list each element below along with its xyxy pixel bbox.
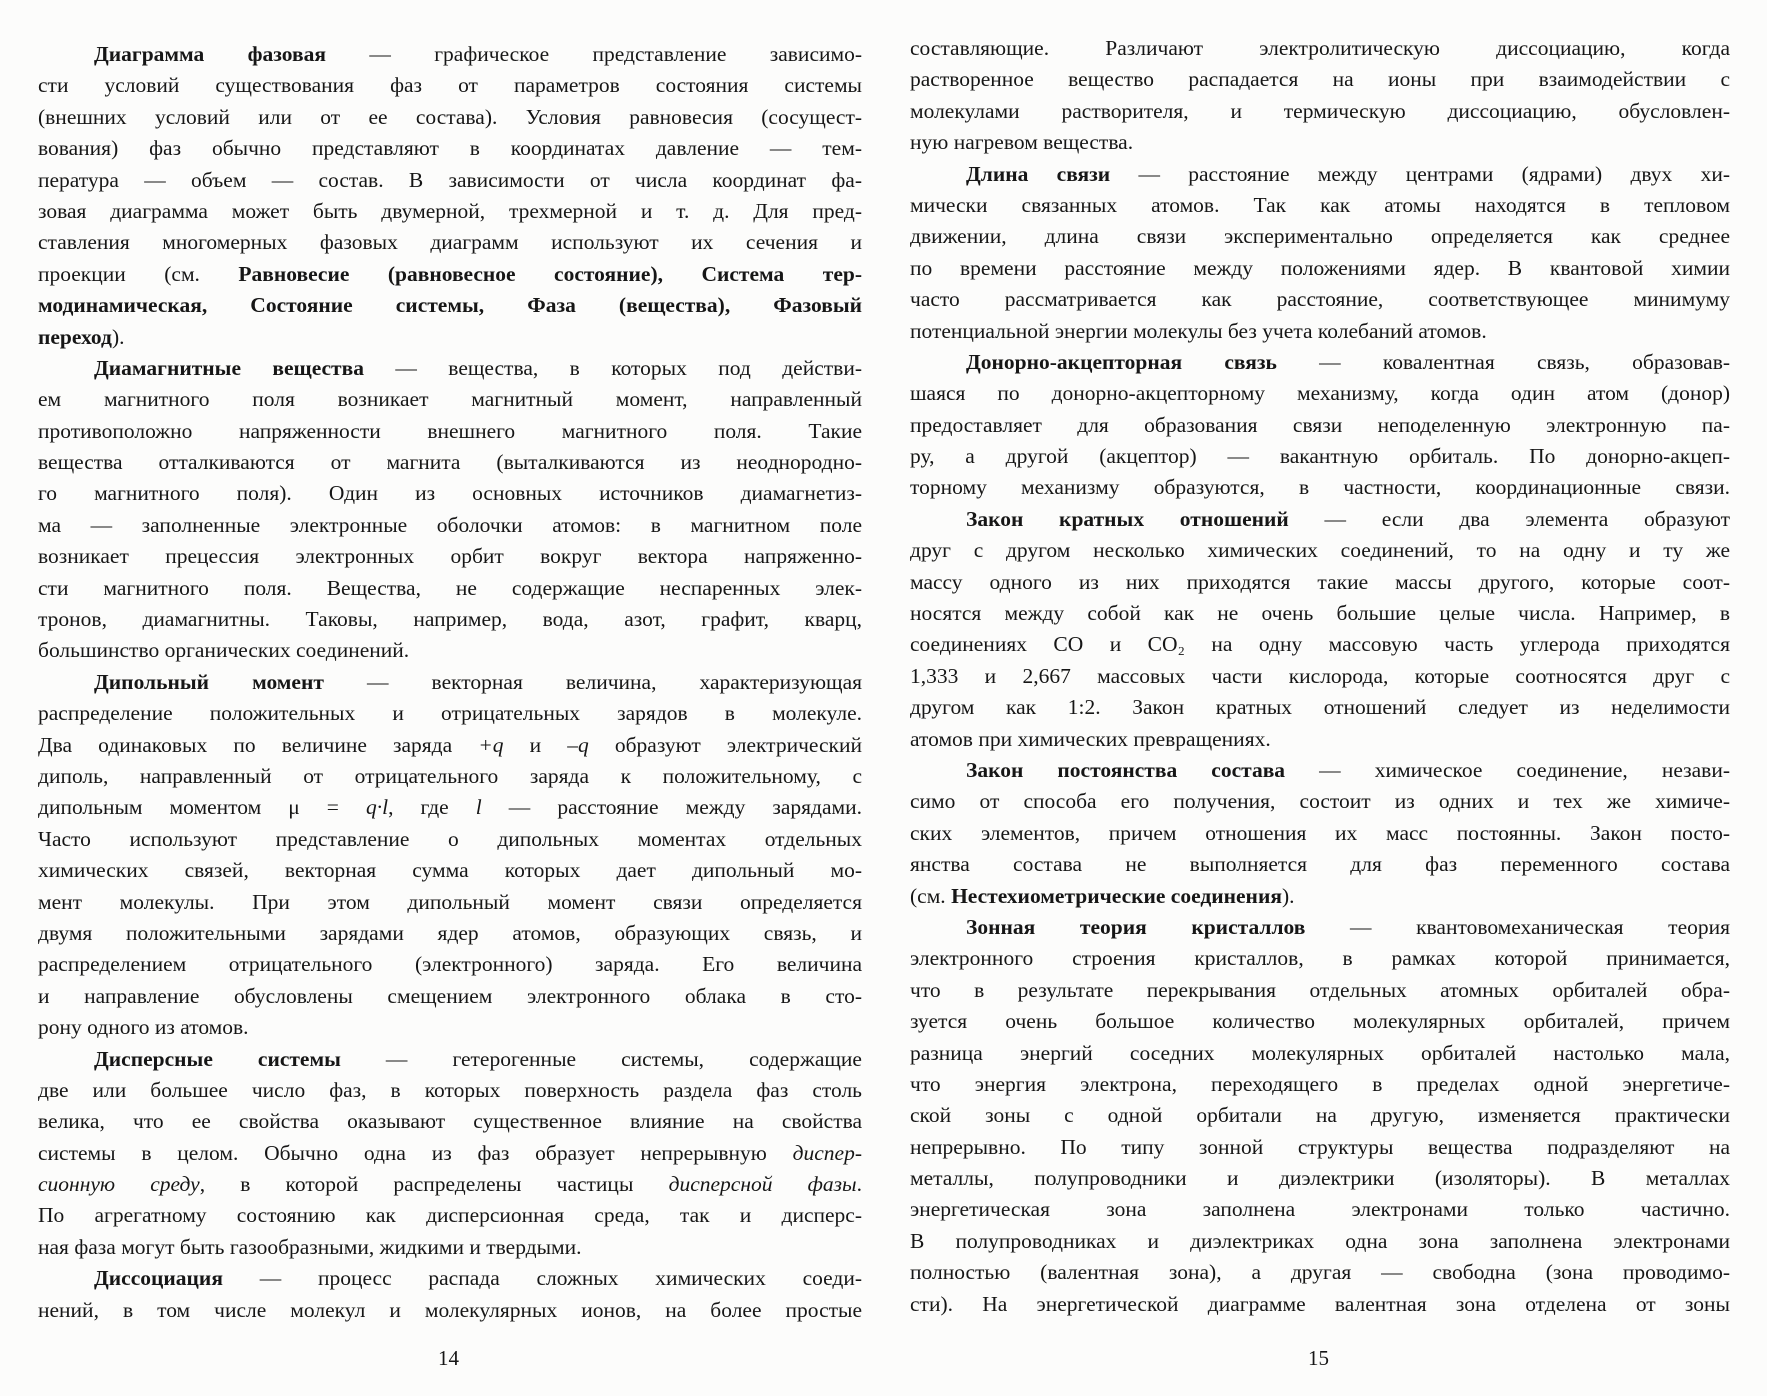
text-line — [38, 541, 862, 572]
term-heading: Дисперсные системы — [94, 1046, 341, 1071]
term-heading: Диссоциация — [94, 1266, 223, 1291]
text-line — [910, 504, 1730, 535]
text-line — [38, 855, 862, 886]
body-text: металлы, полупроводники и диэлектрики (изоляторы). В металлах — [910, 1166, 1730, 1191]
body-text: противоположно напряженности внешнего магнитного поля. Такие — [38, 418, 862, 443]
text-line — [910, 1194, 1730, 1225]
body-text: возникает прецессия электронных орбит вокруг вектора напряженно- — [38, 544, 862, 569]
text-line — [38, 1044, 862, 1075]
body-text: мент молекулы. При этом дипольный момент связи определяется — [38, 889, 862, 914]
italic-text: l — [475, 795, 482, 820]
text-line — [38, 353, 862, 384]
text-line — [910, 1163, 1730, 1194]
text-line — [38, 792, 862, 823]
body-text: друг с другом несколько химических соединений, то на одну и ту же — [910, 538, 1730, 563]
text-line — [38, 416, 862, 447]
body-text: (внешних условий или от ее состава). Условия равновесия (сосущест- — [38, 104, 862, 129]
text-line — [910, 221, 1730, 252]
term-heading: Диамагнитные вещества — [94, 355, 364, 380]
text-line — [38, 1075, 862, 1106]
text-line — [38, 1138, 862, 1169]
body-text: диполь, направленный от отрицательного заряда к положительному, с — [38, 763, 862, 788]
text-line — [38, 698, 862, 729]
body-text: В полупроводниках и диэлектриках одна зона заполнена электронами — [910, 1228, 1730, 1253]
body-text: сти). На энергетической диаграмме валентная зона отделена от зоны — [910, 1291, 1730, 1316]
body-text: атомов при химических превращениях. — [910, 726, 1271, 751]
body-text: , в которой распределены частицы — [199, 1172, 669, 1197]
body-text: торному механизму образуются, в частности, координационные связи. — [910, 475, 1730, 500]
text-line — [910, 1038, 1730, 1069]
text-line — [910, 253, 1730, 284]
text-line — [910, 912, 1730, 943]
body-text: что в результате перекрывания отдельных атомных орбиталей обра- — [910, 977, 1730, 1002]
page-number: 14 — [438, 1346, 459, 1370]
body-text: 1,333 и 2,667 массовых части кислорода, которые соотносятся друг с — [910, 663, 1730, 688]
text-line — [910, 472, 1730, 503]
text-line — [38, 573, 862, 604]
italic-text: –q — [567, 732, 589, 757]
body-text: (см. — [910, 883, 952, 908]
body-text: — графическое представление зависимо- — [326, 42, 863, 66]
text-line — [38, 196, 862, 227]
body-text: го магнитного поля). Один из основных источников диамагнетиз- — [38, 481, 862, 506]
text-line — [910, 96, 1730, 127]
text-line — [38, 102, 862, 133]
italic-text: q·l — [365, 795, 389, 820]
text-line — [38, 259, 862, 290]
text-line — [910, 316, 1730, 347]
text-line — [910, 1289, 1730, 1320]
body-text: молекулами растворителя, и термическую диссоциацию, обусловлен- — [910, 98, 1730, 123]
italic-text: дисперсной фазы — [668, 1172, 857, 1197]
body-text: энергетическая зона заполнена электронами только частично. — [910, 1197, 1730, 1222]
body-text: образуют электрический — [588, 732, 862, 757]
body-text: движении, длина связи экспериментально определяется как среднее — [910, 224, 1730, 249]
body-text: сти магнитного поля. Вещества, не содержащие неспаренных элек- — [38, 575, 862, 600]
text-line — [910, 190, 1730, 221]
term-heading: переход — [38, 324, 112, 349]
body-text: . — [856, 1172, 862, 1197]
body-text: ской зоны с одной орбитали на другую, изменяется практически — [910, 1103, 1730, 1128]
text-line — [910, 535, 1730, 566]
text-line — [910, 284, 1730, 315]
term-heading: Закон кратных отношений — [966, 506, 1289, 531]
body-text: мически связанных атомов. Так как атомы находятся в тепловом — [910, 192, 1730, 217]
text-line — [38, 604, 862, 635]
term-heading: Равновесие (равновесное состояние), Система тер- — [238, 261, 862, 286]
text-line — [910, 692, 1730, 723]
body-text: полностью (валентная зона), а другая — свободна (зона проводимо- — [910, 1260, 1730, 1285]
body-text: зуется очень большое количество молекулярных орбиталей, причем — [910, 1009, 1730, 1034]
body-text: дипольным моментом μ = — [38, 795, 366, 820]
term-heading: модинамическая, Состояние системы, Фаза (вещества), Фазовый — [38, 293, 862, 318]
body-text: непрерывно. По типу зонной структуры вещества подразделяют на — [910, 1134, 1730, 1159]
text-line — [910, 598, 1730, 629]
body-text: — квантовомеханическая теория — [1305, 914, 1731, 939]
body-text: По агрегатному состоянию как дисперсионная среда, так и дисперс- — [38, 1203, 862, 1228]
text-line — [38, 730, 862, 761]
text-line — [910, 1257, 1730, 1288]
body-text: Часто используют представление о дипольных моментах отдельных — [38, 826, 862, 851]
text-line — [38, 1200, 862, 1231]
text-line — [910, 347, 1730, 378]
body-text: химических связей, векторная сумма которых дает дипольный мо- — [38, 858, 862, 883]
body-text: — ковалентная связь, образовав- — [1276, 349, 1731, 374]
body-text: и направление обусловлены смещением электронного облака в сто- — [38, 983, 862, 1008]
body-text: — если два элемента образуют — [1288, 506, 1730, 531]
body-text: двумя положительными зарядами ядер атомов, образующих связь, и — [38, 920, 862, 945]
body-text: потенциальной энергии молекулы без учета колебаний атомов. — [910, 318, 1487, 343]
body-text: пература — объем — состав. В зависимости от числа координат фа- — [38, 167, 862, 192]
text-line — [910, 410, 1730, 441]
body-text: симо от способа его получения, состоит из одних и тех же химиче- — [910, 789, 1730, 814]
italic-text: диспер- — [792, 1140, 862, 1165]
text-line — [38, 1232, 862, 1263]
text-line — [910, 127, 1730, 158]
body-text: шаяся по донорно-акцепторному механизму, когда один атом (донор) — [910, 381, 1730, 406]
text-line — [38, 1106, 862, 1137]
text-line — [910, 33, 1730, 64]
body-text: янства состава не выполняется для фаз переменного состава — [910, 852, 1730, 877]
text-column-right — [910, 33, 1730, 1320]
body-text: носятся между собой как не очень большие целые числа. Например, в — [910, 601, 1730, 626]
body-text: соединениях CO и CO₂ на одну массовую часть углерода приходятся — [910, 632, 1730, 657]
body-text: — химическое соединение, незави- — [1285, 757, 1730, 782]
text-line — [38, 1263, 862, 1294]
text-line — [910, 943, 1730, 974]
page-right — [884, 0, 1767, 1396]
body-text: вования) фаз обычно представляют в координатах давление — тем- — [38, 136, 862, 161]
text-line — [910, 818, 1730, 849]
text-line — [38, 824, 862, 855]
term-heading: Зонная теория кристаллов — [966, 914, 1306, 939]
text-line — [38, 1295, 862, 1326]
body-text: массу одного из них приходятся такие массы другого, которые соот- — [910, 569, 1730, 594]
body-text: что энергия электрона, переходящего в пределах одной энергетиче- — [910, 1071, 1730, 1096]
body-text: по времени расстояние между положениями ядер. В квантовой химии — [910, 255, 1730, 280]
body-text: — вещества, в которых под действи- — [363, 355, 862, 380]
body-text: зовая диаграмма может быть двумерной, трехмерной и т. д. Для пред- — [38, 198, 862, 223]
text-line — [910, 661, 1730, 692]
text-line — [910, 786, 1730, 817]
body-text: часто рассматривается как расстояние, соответствующее минимуму — [910, 287, 1730, 312]
body-text: велика, что ее свойства оказывают существенное влияние на свойства — [38, 1109, 862, 1134]
text-line — [38, 887, 862, 918]
body-text: системы в целом. Обычно одна из фаз образует непрерывную — [38, 1140, 793, 1165]
text-line — [38, 667, 862, 698]
term-heading: Длина связи — [966, 161, 1111, 186]
body-text: рону одного из атомов. — [38, 1015, 249, 1040]
text-line — [38, 1169, 862, 1200]
body-text: — процесс распада сложных химических соеди- — [222, 1266, 862, 1291]
term-heading: Нестехиометрические соединения — [951, 883, 1282, 908]
body-text: ная фаза могут быть газообразными, жидкими и твердыми. — [38, 1234, 582, 1259]
body-text: другом как 1:2. Закон кратных отношений следует из неделимости — [910, 695, 1730, 720]
text-line — [910, 1100, 1730, 1131]
text-line — [38, 290, 862, 321]
body-text: разница энергий соседних молекулярных орбиталей настолько мала, — [910, 1040, 1730, 1065]
body-text: ру, а другой (акцептор) — вакантную орбиталь. По донорно-акцеп- — [910, 444, 1730, 469]
text-line — [38, 510, 862, 541]
body-text: предоставляет для образования связи неподеленную электронную па- — [910, 412, 1730, 437]
text-line — [38, 478, 862, 509]
text-line — [910, 1226, 1730, 1257]
body-text: Два одинаковых по величине заряда — [38, 732, 479, 757]
term-heading: Диаграмма фазовая — [94, 42, 327, 66]
text-line — [38, 227, 862, 258]
text-line — [910, 849, 1730, 880]
text-line — [38, 133, 862, 164]
text-line — [38, 447, 862, 478]
text-line — [38, 384, 862, 415]
text-line — [38, 1012, 862, 1043]
body-text: распределением отрицательного (электронного) заряда. Его величина — [38, 952, 862, 977]
body-text: ма — заполненные электронные оболочки атомов: в магнитном поле — [38, 512, 862, 537]
body-text: нений, в том числе молекул и молекулярных ионов, на более простые — [38, 1297, 862, 1322]
body-text: ную нагревом вещества. — [910, 130, 1134, 155]
page-number: 15 — [1308, 1346, 1329, 1370]
text-line — [38, 918, 862, 949]
body-text: — векторная величина, характеризующая — [323, 669, 863, 694]
body-text: проекции (см. — [38, 261, 239, 286]
term-heading: Донорно-акцепторная связь — [966, 349, 1277, 374]
text-line — [910, 724, 1730, 755]
body-text: растворенное вещество распадается на ионы при взаимодействии с — [910, 67, 1730, 92]
body-text: — расстояние между зарядами. — [481, 795, 863, 820]
body-text: ских элементов, причем отношения их масс постоянны. Закон посто- — [910, 820, 1730, 845]
body-text: распределение положительных и отрицательных зарядов в молекуле. — [38, 701, 862, 726]
body-text: — расстояние между центрами (ядрами) двух хи- — [1110, 161, 1730, 186]
text-line — [38, 949, 862, 980]
text-line — [910, 1132, 1730, 1163]
text-column-left — [38, 39, 862, 1326]
body-text: электронного строения кристаллов, в рамках которой принимается, — [910, 946, 1730, 971]
italic-text: +q — [478, 732, 504, 757]
text-line — [910, 378, 1730, 409]
body-text: ем магнитного поля возникает магнитный момент, направленный — [38, 387, 862, 412]
body-text: , где — [388, 795, 476, 820]
body-text: большинство органических соединений. — [38, 638, 410, 663]
body-text: сти условий существования фаз от параметров состояния системы — [38, 73, 862, 98]
text-line — [910, 975, 1730, 1006]
body-text: вещества отталкиваются от магнита (выталкиваются из неоднородно- — [38, 450, 862, 475]
body-text: тронов, диамагнитны. Таковы, например, вода, азот, графит, кварц, — [38, 607, 862, 632]
text-line — [910, 629, 1730, 660]
text-line — [38, 981, 862, 1012]
italic-text: сионную среду — [38, 1172, 200, 1197]
text-line — [910, 441, 1730, 472]
text-line — [910, 881, 1730, 912]
term-heading: Закон постоянства состава — [966, 757, 1286, 782]
body-text: и — [503, 732, 568, 757]
body-text: составляющие. Различают электролитическую диссоциацию, когда — [910, 36, 1730, 60]
text-line — [38, 761, 862, 792]
body-text: — гетерогенные системы, содержащие — [340, 1046, 862, 1071]
text-line — [38, 322, 862, 353]
body-text: ). — [111, 324, 125, 349]
term-heading: Дипольный момент — [94, 669, 324, 694]
text-line — [910, 755, 1730, 786]
text-line — [910, 1069, 1730, 1100]
text-line — [38, 165, 862, 196]
text-line — [910, 64, 1730, 95]
text-line — [38, 39, 862, 70]
text-line — [38, 70, 862, 101]
text-line — [910, 159, 1730, 190]
body-text: две или большее число фаз, в которых поверхность раздела фаз столь — [38, 1077, 862, 1102]
text-line — [38, 635, 862, 666]
body-text: ставления многомерных фазовых диаграмм используют их сечения и — [38, 230, 862, 255]
text-line — [910, 1006, 1730, 1037]
body-text: ). — [1281, 883, 1295, 908]
text-line — [910, 567, 1730, 598]
